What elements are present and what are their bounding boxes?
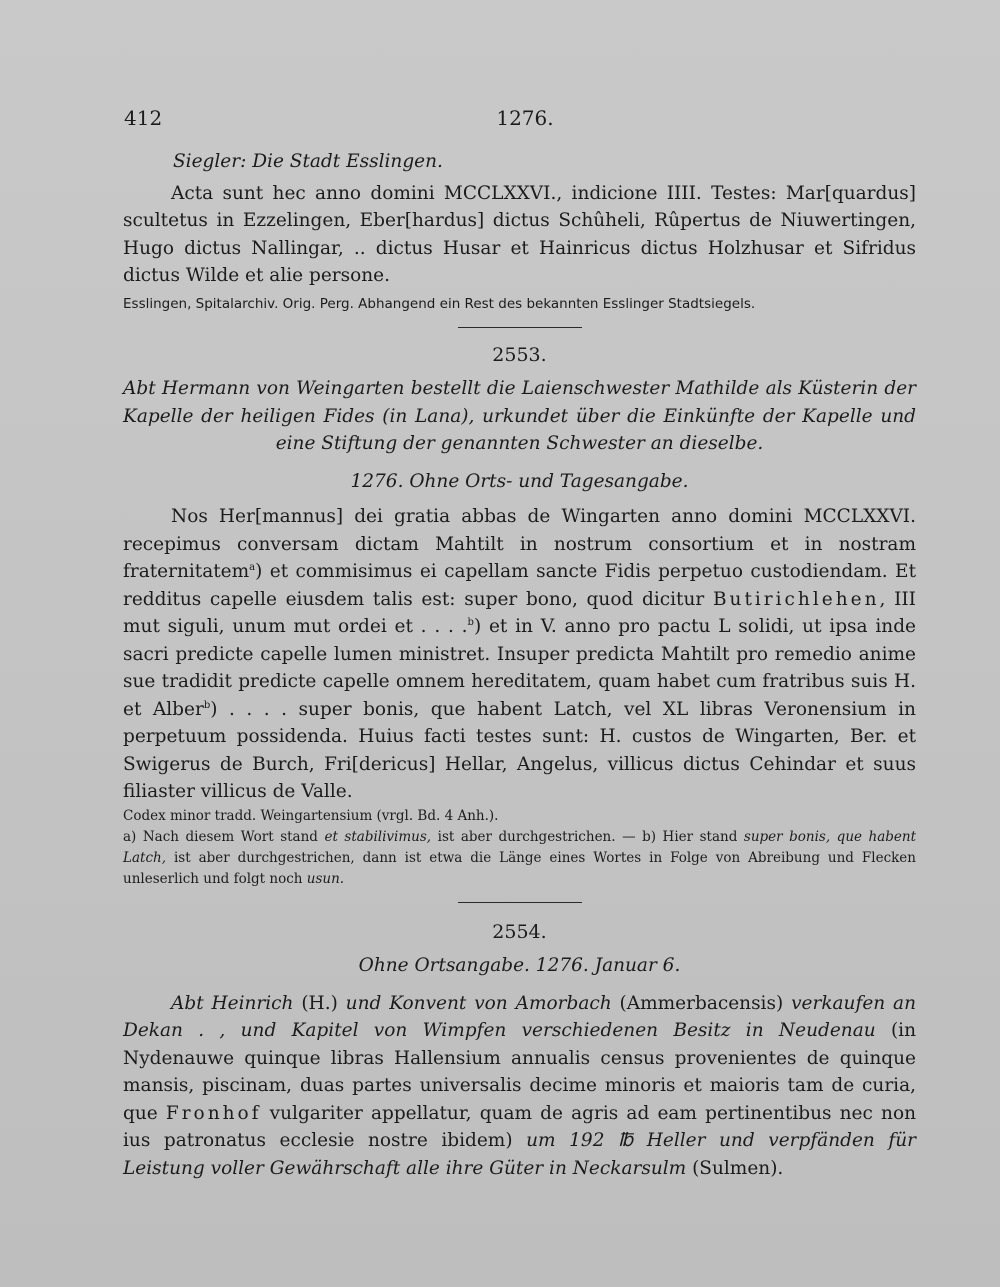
document-date: 1276. Ohne Orts- und Tagesangabe. bbox=[350, 470, 689, 492]
document-number: 2554. bbox=[492, 920, 547, 943]
source-note: Esslingen, Spitalarchiv. Orig. Perg. Abhangend ein Rest des bekannten Esslinger Stadtsiegels. bbox=[123, 295, 756, 312]
regest-italic: verkaufen an Dekan . , und Kapitel von Wimpfen verschiedenen Besitz in Neudenau bbox=[123, 992, 917, 1041]
source-note: Codex minor tradd. Weingartensium (vrgl. Bd. 4 Anh.). bbox=[123, 807, 499, 824]
page-number: 412 bbox=[124, 106, 163, 130]
footnote-text: ist aber durchgestrichen. — b) Hier stand bbox=[437, 828, 738, 845]
footnote-marker: b bbox=[203, 699, 211, 711]
regest-roman: (Sulmen). bbox=[686, 1157, 784, 1179]
regest-roman: (in Nydenauwe quinque libras Hallensium annualis census provenientes de quinque mansis, piscinam, duas partes universalis decime minoris et maioris tam de curia, que bbox=[123, 1020, 916, 1124]
footnote-italic: super bonis, que habent Latch, bbox=[123, 828, 917, 866]
document-date: Ohne Ortsangabe. 1276. Januar 6. bbox=[358, 955, 681, 976]
footnote-text: a) Nach diesem Wort stand bbox=[123, 828, 318, 845]
regest-italic: Abt Heinrich bbox=[171, 992, 294, 1014]
text-part: ) . . . . super bonis, que habent Latch, vel XL libras Veronensium in perpetuum possidenda. Huius facti testes sunt: H. custos de Wingarten, Ber. et Swigerus de Burch, Fri[dericus] Hellar, Angelus, villicus dictus Cehindar et suus filiaster villicus de Valle. bbox=[123, 698, 916, 802]
regest-heading: Abt Hermann von Weingarten bestellt die Laienschwester Mathilde als Küsterin der Kapelle der heiligen Fides (in Lana), urkundet über die Einkünfte der Kapelle und eine Stiftung der genannten Schwester an dieselbe. bbox=[123, 378, 916, 454]
document-text bbox=[123, 503, 916, 806]
regest-roman: (Ammerbacensis) bbox=[611, 992, 792, 1014]
section-divider bbox=[458, 327, 582, 328]
footnote-marker: a bbox=[249, 561, 256, 573]
running-head-year: 1276. bbox=[496, 106, 554, 130]
spaced-term: Butirichlehen bbox=[712, 588, 880, 610]
page-content bbox=[123, 148, 916, 1182]
footnote-italic: et stabilivimus, bbox=[324, 828, 432, 845]
seal-note: Siegler: Die Stadt Esslingen. bbox=[173, 151, 443, 172]
footnote-italic: usun. bbox=[306, 870, 345, 887]
footnote-marker: b bbox=[467, 616, 474, 628]
acta-paragraph: Acta sunt hec anno domini MCCLXXVI., indicione IIII. Testes: Mar[quardus] scultetus in Ezzelingen, Eber[hardus] dictus Schûheli, Rûpertus de Niuwertingen, Hugo dictus Nallingar, .. dictus Husar et Hainricus dictus Holzhusar et Sifridus dictus Wilde et alie persone. bbox=[123, 182, 916, 286]
regest-paragraph bbox=[123, 990, 916, 1183]
regest-roman: vulgariter appellatur, quam de agris ad eam pertinentibus nec non ius patronatus ecclesie nostre ibidem) bbox=[123, 1102, 916, 1151]
text-part: ) et in V. anno pro pactu L solidi, ut ipsa inde sacri predicte capelle lumen ministret. Insuper predicta Mahtilt pro remedio anime sue tradidit predicte capelle omnem hereditatem, quam habet cum fratribus suis H. et Alber bbox=[123, 616, 916, 720]
section-divider bbox=[458, 902, 582, 903]
footnote-text: ist aber durchgestrichen, dann ist etwa die Länge eines Wortes in Folge von Abreibung und Flecken unleserlich und folgt noch bbox=[123, 849, 916, 887]
running-head bbox=[0, 106, 1000, 132]
footnotes bbox=[123, 827, 916, 890]
text-part: ) et commisimus ei capellam sancte Fidis perpetuo custodiendam. Et redditus capelle eiusdem talis est: super bono, quod dicitur bbox=[123, 561, 916, 610]
spaced-term: Fronhof bbox=[165, 1102, 262, 1124]
text-part: , III mut siguli, unum mut ordei et . . . . bbox=[123, 588, 916, 637]
regest-roman: (H.) bbox=[293, 992, 346, 1014]
regest-italic: und Konvent von Amorbach bbox=[345, 992, 612, 1014]
text-part: Nos Her[mannus] dei gratia abbas de Wingarten anno domini MCCLXXVI. recepimus conversam dictam Mahtilt in nostrum consortium et in nostram fraternitatem bbox=[123, 506, 916, 582]
document-number: 2553. bbox=[492, 343, 547, 366]
regest-italic: um 192 ℔ Heller und verpfänden für Leistung voller Gewährschaft alle ihre Güter in Neckarsulm bbox=[123, 1130, 917, 1179]
